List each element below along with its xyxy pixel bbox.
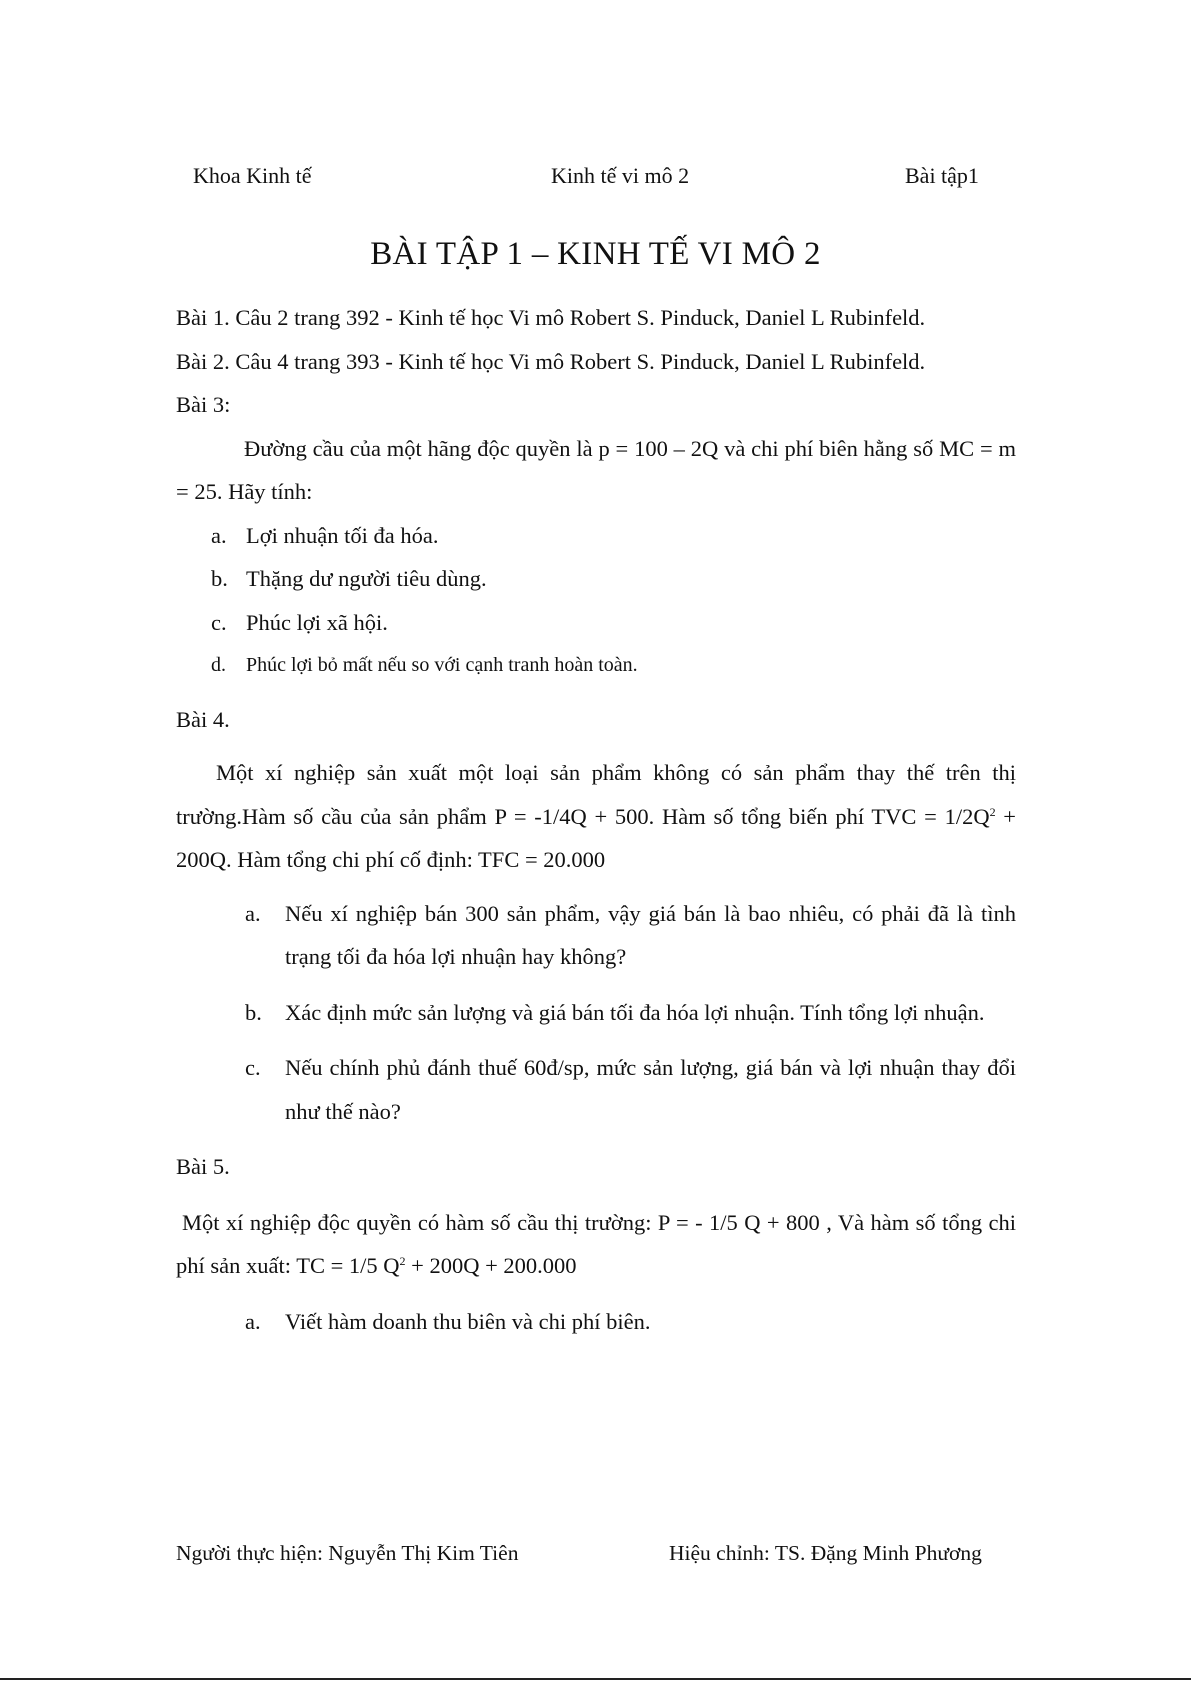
list-marker: a.: [245, 1308, 261, 1334]
list-item: [176, 644, 1016, 688]
list-item-text: Nếu xí nghiệp bán 300 sản phẩm, vậy giá bán là bao nhiêu, có phải đã là tình trạng tối đa hóa lợi nhuận hay không?: [285, 900, 1016, 969]
list-item: [176, 1046, 1016, 1133]
list-item-text: Xác định mức sản lượng và giá bán tối đa hóa lợi nhuận. Tính tổng lợi nhuận.: [285, 999, 985, 1025]
list-item: [176, 557, 1016, 601]
scan-edge-divider: [0, 1678, 1191, 1680]
header-course: Kinh tế vi mô 2: [551, 163, 690, 188]
exercise-2: Bài 2. Câu 4 trang 393 - Kinh tế học Vi mô Robert S. Pinduck, Daniel L Rubinfeld.: [176, 348, 926, 374]
list-item: [176, 892, 1016, 979]
list-marker: b.: [245, 999, 262, 1025]
list-marker: c.: [245, 1055, 261, 1080]
list-marker: d.: [211, 654, 226, 676]
exercise-1: Bài 1. Câu 2 trang 392 - Kinh tế học Vi mô Robert S. Pinduck, Daniel L Rubinfeld.: [176, 305, 926, 330]
exercise-5-text: [176, 1201, 1016, 1288]
list-marker: c.: [211, 609, 227, 635]
list-marker: a.: [245, 900, 261, 926]
list-item: [176, 601, 1016, 645]
list-item: [176, 514, 1016, 558]
list-marker: b.: [211, 566, 228, 591]
footer-editor: Hiệu chỉnh: TS. Đặng Minh Phương: [669, 1541, 982, 1565]
exercise-4-text-part2: + 200Q. Hàm tổng chi phí cố định: TFC = 20.000: [176, 803, 1016, 872]
exercise-3-list: [176, 514, 1016, 688]
exercise-5-text-part2: + 200Q + 200.000: [405, 1253, 577, 1278]
exercise-4-text-part1: Một xí nghiệp sản xuất một loại sản phẩm không có sản phẩm thay thế trên thị trường.Hàm số cầu của sản phẩm P = -1/4Q + 500. Hàm số tổng biến phí TVC = 1/2Q: [176, 760, 1016, 829]
header-assignment: Bài tập1: [905, 163, 979, 188]
exercise-4-list: [176, 892, 1016, 1134]
list-item-text: Viết hàm doanh thu biên và chi phí biên.: [285, 1308, 651, 1334]
superscript: 2: [399, 1254, 406, 1268]
page-title: BÀI TẬP 1 – KINH TẾ VI MÔ 2: [370, 236, 821, 272]
exercise-4-label: Bài 4.: [176, 706, 230, 732]
list-item-text: Phúc lợi xã hội.: [246, 609, 388, 635]
list-marker: a.: [211, 522, 227, 548]
list-item-text: Thặng dư người tiêu dùng.: [246, 566, 487, 591]
document-body: [176, 296, 1016, 1355]
list-item-text: Lợi nhuận tối đa hóa.: [246, 522, 439, 548]
list-item: [176, 991, 1016, 1035]
exercise-5-text-part1: Một xí nghiệp độc quyền có hàm số cầu thị trường: P = - 1/5 Q + 800 , Và hàm số tổng chi phí sản xuất: TC = 1/5 Q: [176, 1209, 1016, 1278]
list-item-text: Phúc lợi bỏ mất nếu so với cạnh tranh hoàn toàn.: [246, 654, 638, 676]
footer-author: Người thực hiện: Nguyễn Thị Kim Tiên: [176, 1541, 519, 1565]
page-header: [0, 163, 1191, 193]
header-department: Khoa Kinh tế: [193, 163, 312, 188]
exercise-4-text: [176, 751, 1016, 882]
list-item: [176, 1300, 1016, 1344]
exercise-5-label: Bài 5.: [176, 1154, 230, 1179]
exercise-3-label: Bài 3:: [176, 392, 231, 417]
superscript: 2: [989, 804, 996, 819]
list-item-text: Nếu chính phủ đánh thuế 60đ/sp, mức sản lượng, giá bán và lợi nhuận thay đổi như thế nào?: [285, 1055, 1016, 1124]
exercise-5-list: [176, 1300, 1016, 1344]
exercise-3-text: Đường cầu của một hãng độc quyền là p = 100 – 2Q và chi phí biên hằng số MC = m = 25. Hãy tính:: [176, 435, 1016, 504]
